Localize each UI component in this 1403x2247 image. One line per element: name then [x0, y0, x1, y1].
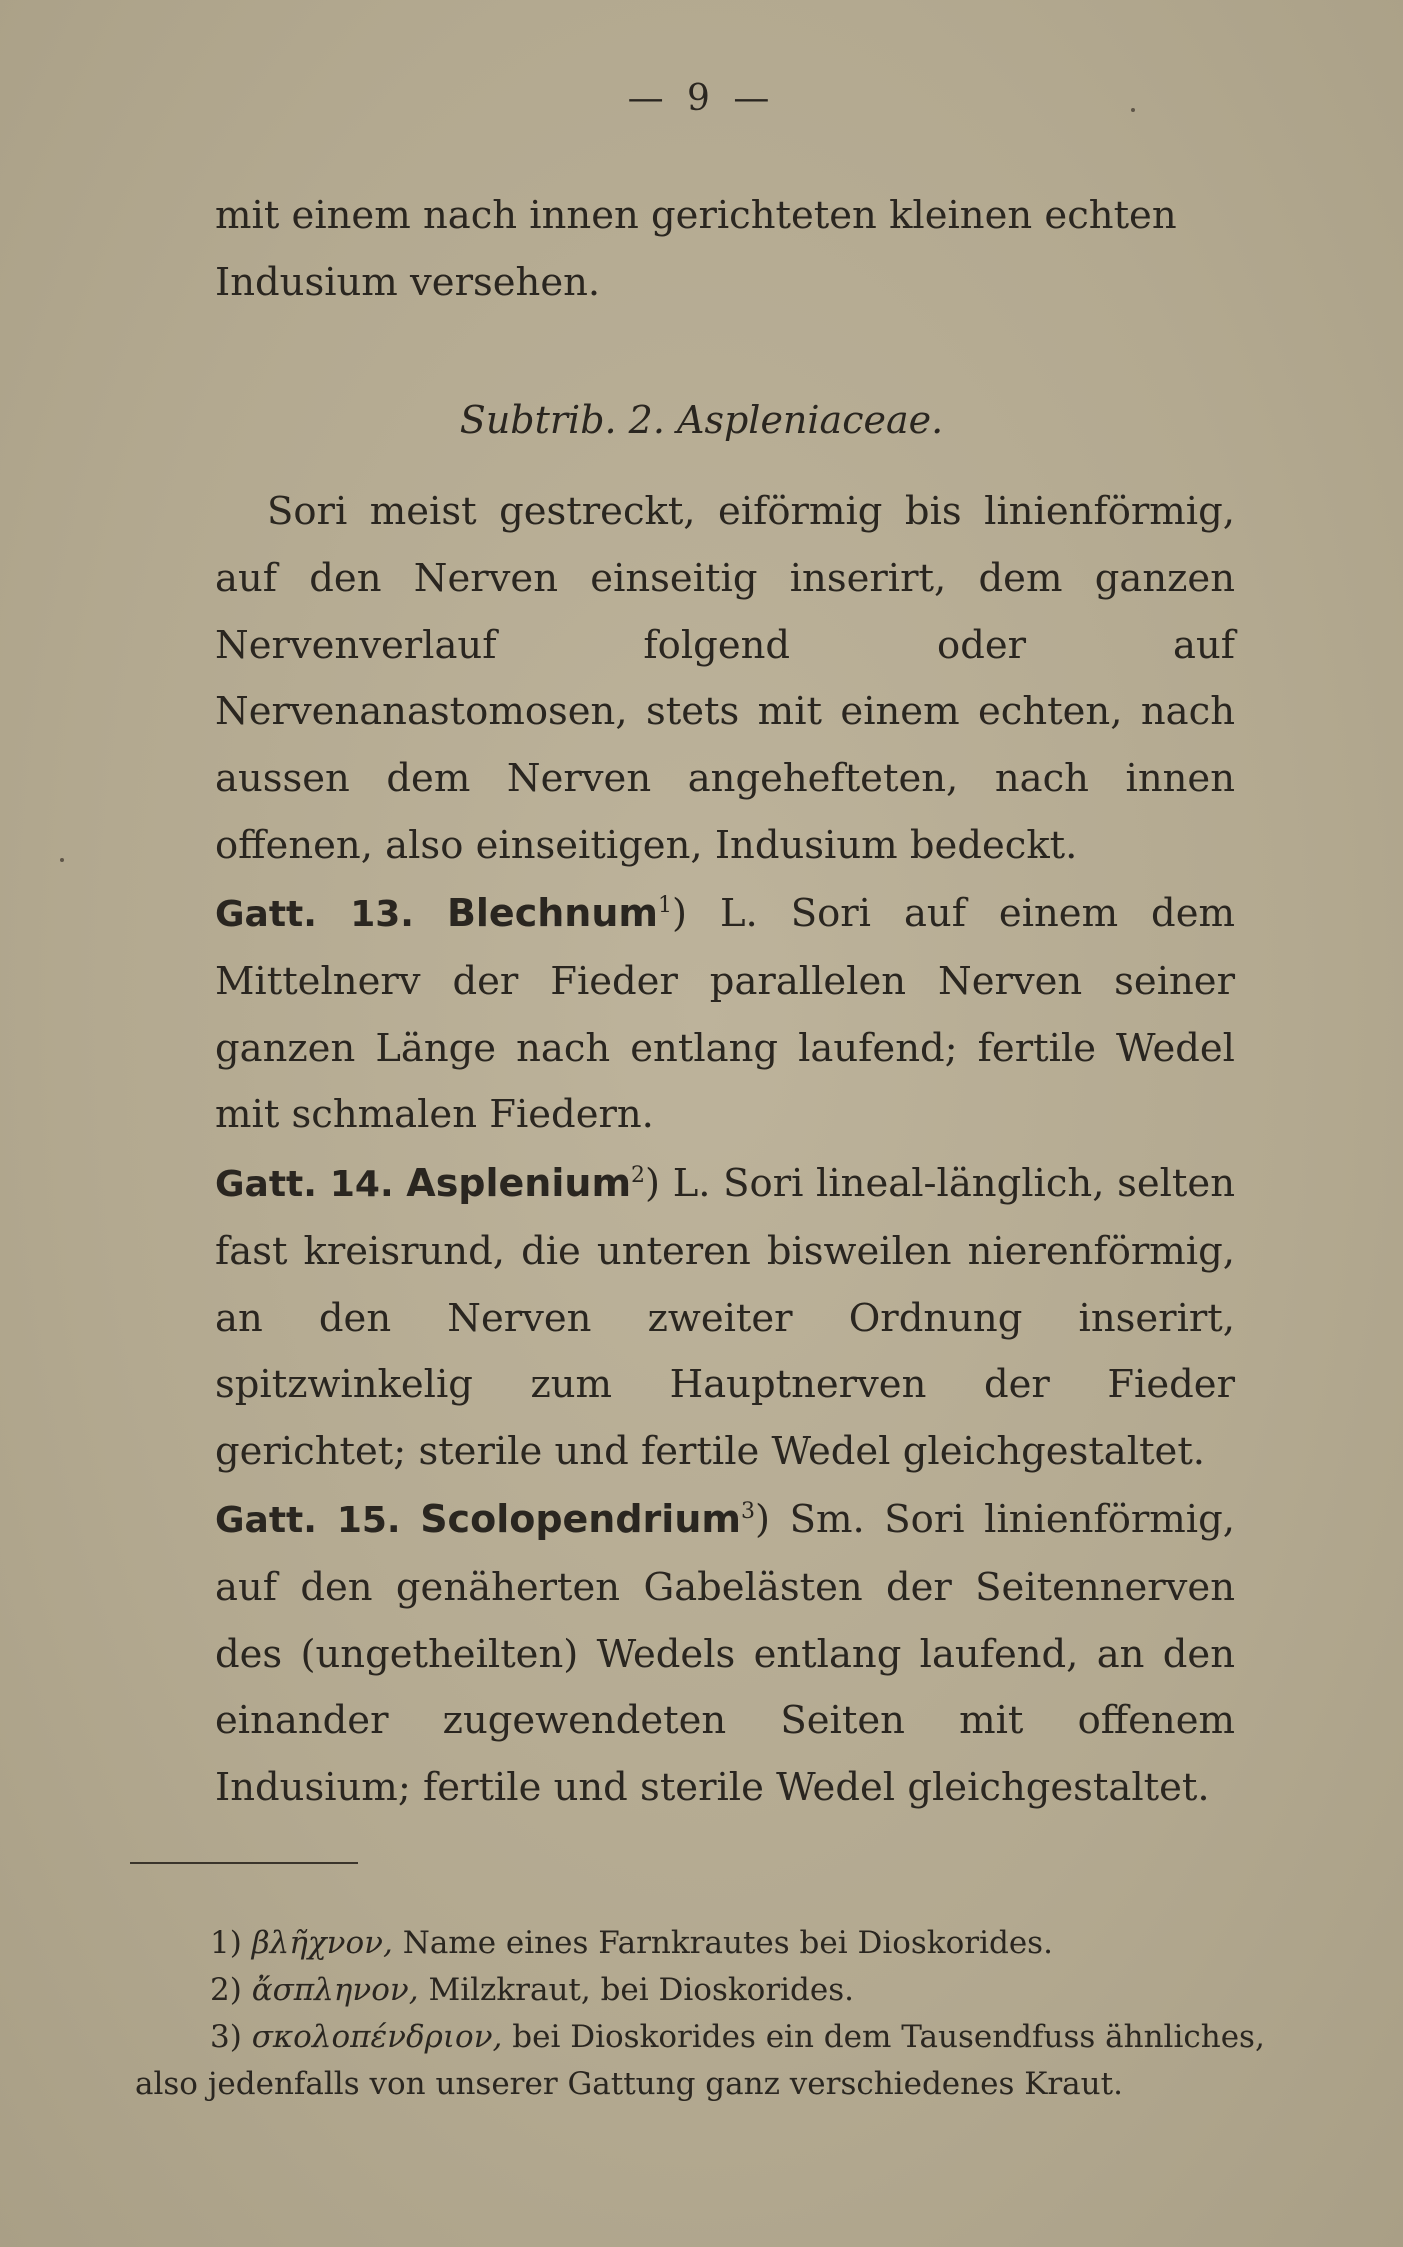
gatt-15-footnote-ref: 3 [740, 1499, 755, 1525]
footnote-separator [130, 1862, 358, 1864]
gatt-13-label: Gatt. 13. [215, 894, 414, 935]
gatt-13-genus: Blechnum [446, 891, 658, 935]
footnote-1-greek: βλῆχνον, [251, 1925, 393, 1961]
footnote-2-text: Milzkraut, bei Dioskorides. [428, 1972, 855, 2008]
intro-line-1: mit einem nach innen gerichteten kleinen echten [215, 193, 1177, 238]
paper-speck [1131, 108, 1135, 112]
gatt-15-text: ) Sm. Sori linienförmig, auf den genäherten Gabelästen der Seitennerven des (ungetheilten) Wedels entlang laufend, an den einander zugewendeten Seiten mit offenem Indusium; fertile und sterile Wedel gleichgestaltet. [215, 1497, 1235, 1811]
gatt-14-entry [215, 1150, 1235, 1486]
footnote-3 [135, 2014, 1335, 2108]
gatt-14-text: ) L. Sori lineal-länglich, selten fast kreisrund, die unteren bisweilen nierenförmig, an den Nerven zweiter Ordnung inserirt, spitzwinkelig zum Hauptnerven der Fieder gerichtet; sterile und fertile Wedel gleichgestaltet. [215, 1161, 1235, 1475]
intro-line-2: Indusium versehen. [215, 259, 601, 305]
gatt-14-footnote-ref: 2 [631, 1163, 646, 1189]
footnote-2 [135, 1967, 1335, 2014]
footnote-1-text: Name eines Farnkrautes bei Dioskorides. [402, 1925, 1053, 1961]
footnotes [135, 1920, 1335, 2108]
page-number: — 9 — [627, 78, 776, 119]
footnote-1 [135, 1920, 1335, 1967]
gatt-13-entry [215, 880, 1235, 1149]
gatt-13-text: ) L. Sori auf einem dem Mittelnerv der Fieder parallelen Nerven seiner ganzen Länge nach entlang laufend; fertile Wedel mit schmalen Fiedern. [215, 891, 1235, 1138]
footnote-2-number: 2) [210, 1972, 242, 2008]
gatt-13-footnote-ref: 1 [657, 893, 672, 919]
gatt-14-label: Gatt. 14. [215, 1164, 394, 1205]
paper-speck [60, 858, 64, 862]
aspleniaceae-text: Sori meist gestreckt, eiförmig bis linienförmig, auf den Nerven einseitig inserirt, dem ganzen Nervenverlauf folgend oder auf Nervenanastomosen, stets mit einem echten, nach aussen dem Nerven angehefteten, nach innen offenen, also einseitigen, Indusium bedeckt. [215, 489, 1235, 868]
gatt-15-label: Gatt. 15. [215, 1500, 401, 1541]
subtribe-heading: Subtrib. 2. Aspleniaceae. [459, 398, 944, 442]
footnote-1-number: 1) [210, 1925, 242, 1961]
footnote-3-text: bei Dioskorides ein dem Tausendfuss ähnliches, also jedenfalls von unserer Gattung ganz verschiedenes Kraut. [135, 2019, 1265, 2102]
intro-paragraph [215, 183, 1235, 317]
aspleniaceae-description [215, 479, 1235, 880]
gatt-15-entry [215, 1486, 1235, 1822]
gatt-15-genus: Scolopendrium [420, 1497, 741, 1541]
footnote-3-number: 3) [210, 2019, 242, 2055]
footnote-2-greek: ἄσπληνον, [251, 1972, 419, 2008]
gatt-14-genus: Asplenium [406, 1161, 632, 1205]
footnote-3-greek: σκολοπένδριον, [251, 2019, 503, 2055]
